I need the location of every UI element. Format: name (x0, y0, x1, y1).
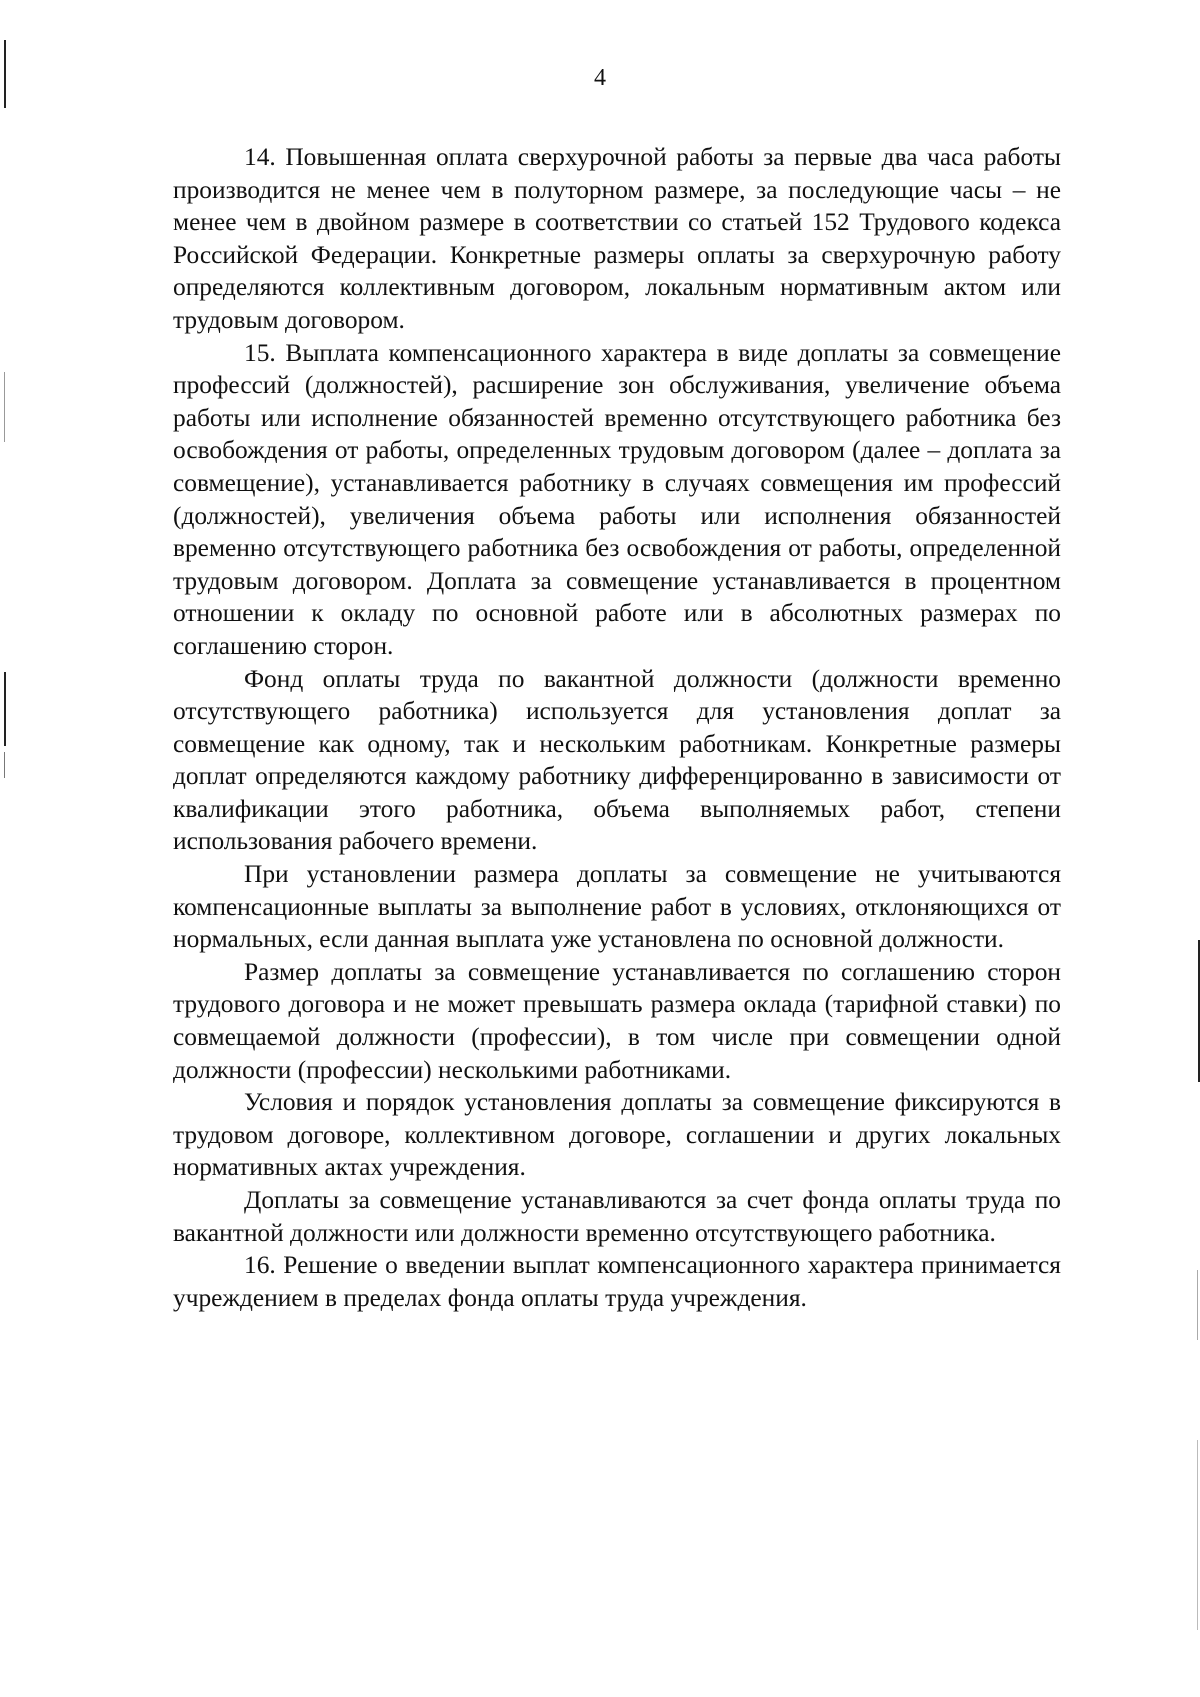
paragraph-compensation-exclusion: При установлении размера доплаты за совмещение не учитываются компенсационные выплаты за выполнение работ в условиях, отклоняющихся от нормальных, если данная выплата уже установлена по основной должности. (173, 860, 1061, 954)
scan-artifact-right-bottom (1197, 1440, 1198, 1630)
paragraph-16: 16. Решение о введении выплат компенсационного характера принимается учреждением в пределах фонда оплаты труда учреждения. (173, 1251, 1061, 1312)
scan-artifact-left-middle (4, 672, 6, 746)
paragraph-conditions: Условия и порядок установления доплаты за совмещение фиксируются в трудовом договоре, коллективном договоре, соглашении и других локальных нормативных актах учреждения. (173, 1088, 1061, 1182)
paragraph-15: 15. Выплата компенсационного характера в виде доплаты за совмещение профессий (должностей), расширение зон обслуживания, увеличение объема работы или исполнение обязанностей временно отсутствующего работника без освобождения от работы, определенных трудовым договором (далее – доплата за совмещение), устанавливается работнику в случаях совмещения им профессий (должностей), увеличения объема работы или исполнения обязанностей временно отсутствующего работника без освобождения от работы, определенной трудовым договором. Доплата за совмещение устанавливается в процентном отношении к окладу по основной работе или в абсолютных размерах по соглашению сторон. (173, 338, 1061, 660)
document-body (173, 141, 1061, 1314)
paragraph-funding-source: Доплаты за совмещение устанавливаются за счет фонда оплаты труда по вакантной должности или должности временно отсутствующего работника. (173, 1186, 1061, 1247)
page-number: 4 (594, 65, 606, 91)
scan-artifact-right-lower (1197, 1270, 1198, 1340)
paragraph-14: 14. Повышенная оплата сверхурочной работы за первые два часа работы производится не менее чем в полуторном размере, за последующие часы – не менее чем в двойном размере в соответствии со статьей 152 Трудового кодекса Российской Федерации. Конкретные размеры оплаты за сверхурочную работу определяются коллективным договором, локальным нормативным актом или трудовым договором. (173, 143, 1061, 334)
paragraph-payment-size: Размер доплаты за совмещение устанавливается по соглашению сторон трудового договора и не может превышать размера оклада (тарифной ставки) по совмещаемой должности (профессии), в том числе при совмещении одной должности (профессии) несколькими работниками. (173, 957, 1061, 1084)
scan-artifact-left-lower (4, 752, 5, 778)
paragraph-vacancy-fund: Фонд оплаты труда по вакантной должности (должности временно отсутствующего работника) используется для установления доплат за совмещение как одному, так и нескольким работникам. Конкретные размеры доплат определяются каждому работнику дифференцированно в зависимости от квалификации этого работника, объема выполняемых работ, степени использования рабочего времени. (173, 664, 1061, 856)
scan-artifact-left-upper (4, 372, 5, 442)
